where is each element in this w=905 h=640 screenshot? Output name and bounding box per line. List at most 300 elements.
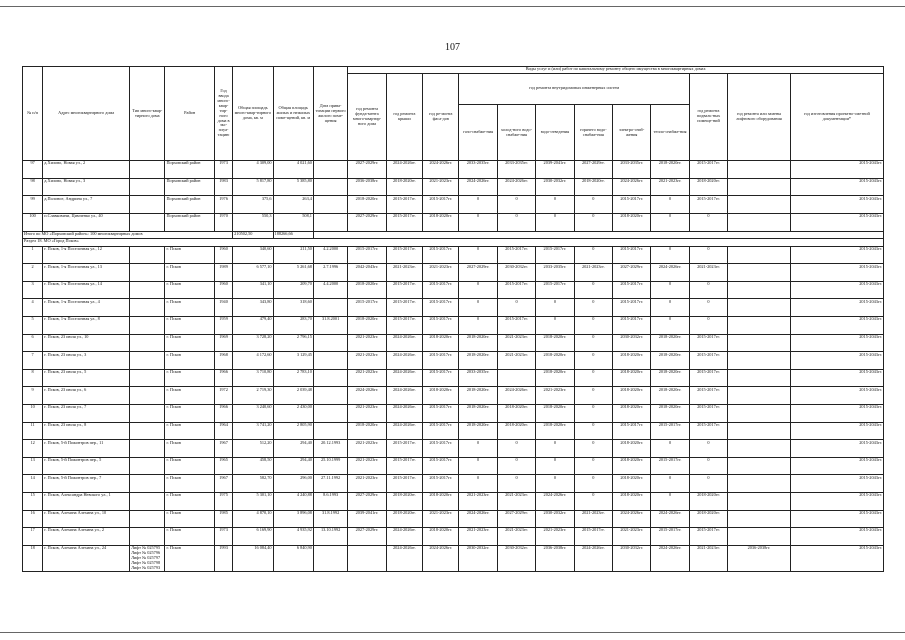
col-header-design: год изготовления проектно-сметной документации*: [790, 73, 883, 161]
cell-district: г. Псков: [165, 440, 215, 458]
col-header-area-total: Общая площадь много-квар-тирного дома, кв. м: [233, 67, 273, 161]
cell-elec: 2018-2020гг.: [613, 369, 651, 387]
cell-cold: 2024-2026гг.: [497, 178, 535, 196]
cell-heat: 2018-2020гг.: [651, 405, 689, 423]
cell-roof: 2015-2017гг.: [386, 281, 422, 299]
cell-n: 16: [23, 510, 43, 528]
cell-facade: 2018-2020гг.: [423, 387, 459, 405]
cell-lift: [728, 246, 791, 264]
subtotal-empty: [313, 231, 883, 239]
cell-cold: 0: [497, 440, 535, 458]
subtotal-label: Итого по МО «Порховский район»: 100 многоквартирных домов: [23, 231, 233, 239]
cell-n: 5: [23, 317, 43, 335]
cell-facade: 2015-2017гг.: [423, 281, 459, 299]
cell-n: 4: [23, 299, 43, 317]
cell-basement: 2015-2017гг.: [689, 334, 727, 352]
cell-fund: 2015-2017гг.: [348, 246, 386, 264]
cell-address: г. Псков, 1-я Поселочная ул., 4: [43, 299, 130, 317]
cell-fund: 2042-2043гг.: [348, 264, 386, 282]
cell-fund: 2036-2038гг.: [348, 178, 386, 196]
cell-cold: 2021-2023гг.: [497, 528, 535, 546]
cell-area-living: 6 840,90: [273, 545, 313, 571]
cell-roof: 2024-2026гг.: [386, 405, 422, 423]
cell-n: 7: [23, 352, 43, 370]
cell-area-living: 4 021,60: [273, 161, 313, 179]
col-header-basement: год ремонта подваль-ных помеще-ний: [689, 73, 727, 161]
cell-facade: 2024-2026гг.: [423, 545, 459, 571]
col-header-cold: холод-ного водо-снабже-ния: [497, 105, 535, 161]
cell-elec: 2024-2026гг.: [613, 178, 651, 196]
cell-heat: 2018-2020гг.: [651, 352, 689, 370]
cell-hot: 0: [574, 369, 612, 387]
cell-elec: 2018-2020гг.: [613, 475, 651, 493]
cell-elec: 2033-2035гг.: [613, 161, 651, 179]
cell-fund: [348, 545, 386, 571]
cell-address: г. Псков, Алехина Алехина ул., 24: [43, 545, 130, 571]
cell-fund: 2018-2020гг.: [348, 422, 386, 440]
cell-facade: 2015-2017гг.: [423, 317, 459, 335]
cell-area-total: 512,20: [233, 440, 273, 458]
cell-hot: 0: [574, 493, 612, 511]
cell-date: [313, 213, 347, 231]
cell-cold: 0: [497, 213, 535, 231]
cell-area-total: 479,40: [233, 317, 273, 335]
cell-address: д.Хилово, Новая ул., 2: [43, 161, 130, 179]
cell-district: г. Псков: [165, 281, 215, 299]
cell-n: 14: [23, 475, 43, 493]
cell-area-total: 6 169,90: [233, 528, 273, 546]
cell-heat: 2024-2026гг.: [651, 510, 689, 528]
cell-n: 3: [23, 281, 43, 299]
pskov-row: [23, 369, 884, 387]
cell-facade: 2018-2020гг.: [423, 528, 459, 546]
cell-year: 1975: [214, 493, 232, 511]
cell-year: 1960: [214, 281, 232, 299]
cell-area-total: 5 817,80: [233, 178, 273, 196]
cell-area-living: 2 783,10: [273, 369, 313, 387]
cell-gas: 2030-2032гг.: [459, 545, 497, 571]
cell-area-total: 458,50: [233, 457, 273, 475]
cell-date: [313, 545, 347, 571]
col-header-area-living: Общая площадь жилых и нежилых поме-щений, кв. м: [273, 67, 313, 161]
cell-n: 2: [23, 264, 43, 282]
pskov-row: [23, 475, 884, 493]
cell-lift: [728, 213, 791, 231]
cell-sewer: 2021-2023гг.: [536, 528, 574, 546]
cell-design: 2015-2043гг.: [790, 387, 883, 405]
cell-date: 4.2.2000: [313, 246, 347, 264]
cell-type: [130, 317, 165, 335]
cell-lift: [728, 264, 791, 282]
cell-sewer: 2018-2020гг.: [536, 334, 574, 352]
cell-area-living: 294,40: [273, 440, 313, 458]
cell-area-total: 582,70: [233, 475, 273, 493]
cell-area-living: 211,50: [273, 246, 313, 264]
cell-elec: 2018-2020гг.: [613, 352, 651, 370]
porkhov-row: [23, 213, 884, 231]
cell-heat: 0: [651, 281, 689, 299]
cell-cold: [497, 369, 535, 387]
cell-heat: 2015-2017гг.: [651, 422, 689, 440]
cell-year: 1967: [214, 475, 232, 493]
housing-register-table: [22, 66, 884, 572]
cell-gas: 2033-2035гг.: [459, 369, 497, 387]
pskov-row: [23, 317, 884, 335]
cell-area-total: 343,80: [233, 299, 273, 317]
col-header-works-group: Виды услуг и (или) работ по капитальному ремонту общего имущества в многоквартирных домах: [348, 67, 884, 74]
cell-type: [130, 369, 165, 387]
cell-lift: [728, 510, 791, 528]
cell-facade: 2015-2017гг.: [423, 457, 459, 475]
cell-roof: 2015-2017гг.: [386, 299, 422, 317]
cell-year: 1959: [214, 317, 232, 335]
cell-heat: 0: [651, 493, 689, 511]
col-header-elec: электро-снаб-жения: [613, 105, 651, 161]
cell-fund: 2024-2026гг.: [348, 387, 386, 405]
cell-gas: 0: [459, 440, 497, 458]
col-header-roof: год ремонта крыши: [386, 73, 422, 161]
scan-edge-top: [0, 6, 905, 7]
cell-hot: 2024-2026гг.: [574, 545, 612, 571]
cell-elec: 2018-2020гг.: [613, 493, 651, 511]
cell-address: г. Псков, 5-й Пожонтров пер., 7: [43, 475, 130, 493]
cell-sewer: 0: [536, 457, 574, 475]
cell-area-total: 6 577,10: [233, 264, 273, 282]
cell-area-total: 3 240,60: [233, 405, 273, 423]
cell-sewer: 2015-2017гг.: [536, 246, 574, 264]
cell-basement: 0: [689, 440, 727, 458]
cell-district: г. Псков: [165, 334, 215, 352]
cell-year: 1993: [214, 545, 232, 571]
cell-address: п.Славковичи, Цимченко ул., 40: [43, 213, 130, 231]
cell-roof: 2015-2017гг.: [386, 246, 422, 264]
cell-area-living: 263,4: [273, 196, 313, 214]
cell-year: 1968: [214, 352, 232, 370]
cell-district: Порховский район: [165, 196, 215, 214]
cell-district: г. Псков: [165, 475, 215, 493]
cell-district: г. Псков: [165, 405, 215, 423]
cell-address: г. Псков, 5-й Пожонтров пер., 5: [43, 457, 130, 475]
cell-area-living: 2 430,00: [273, 405, 313, 423]
cell-year: 1940: [214, 299, 232, 317]
cell-roof: 2024-2026гг.: [386, 369, 422, 387]
cell-design: 2015-2043гг.: [790, 299, 883, 317]
cell-district: г. Псков: [165, 299, 215, 317]
cell-lift: [728, 422, 791, 440]
cell-sewer: 2030-2032гг.: [536, 510, 574, 528]
cell-area-total: 4 870,10: [233, 510, 273, 528]
cell-lift: [728, 457, 791, 475]
subtotal-area-living: 188266,66: [273, 231, 313, 239]
cell-elec: 2018-2020гг.: [613, 457, 651, 475]
cell-address: г. Псков, 23 июля ул., 10: [43, 334, 130, 352]
cell-heat: 2021-2023гг.: [651, 178, 689, 196]
cell-fund: 2027-2029гг.: [348, 161, 386, 179]
cell-n: 10: [23, 405, 43, 423]
cell-cold: 2021-2023гг.: [497, 493, 535, 511]
cell-sewer: 2018-2020гг.: [536, 352, 574, 370]
cell-n: 17: [23, 528, 43, 546]
cell-heat: 0: [651, 196, 689, 214]
cell-design: 2015-2043гг.: [790, 475, 883, 493]
cell-address: г. Псков, 1-я Поселочная ул., 13: [43, 264, 130, 282]
cell-design: 2015-2043гг.: [790, 317, 883, 335]
cell-year: 1966: [214, 405, 232, 423]
cell-sewer: 2015-2017гг.: [536, 281, 574, 299]
cell-cold: 2030-2032гг.: [497, 264, 535, 282]
cell-fund: 2027-2029гг.: [348, 493, 386, 511]
pskov-row: [23, 352, 884, 370]
cell-hot: 2015-2017гг.: [574, 528, 612, 546]
cell-type: [130, 246, 165, 264]
cell-date: [313, 334, 347, 352]
cell-roof: 2024-2026гг.: [386, 545, 422, 571]
cell-type: [130, 457, 165, 475]
cell-date: 13.10.1992: [313, 528, 347, 546]
cell-area-total: 3 710,80: [233, 369, 273, 387]
cell-sewer: 0: [536, 440, 574, 458]
cell-type: [130, 352, 165, 370]
cell-gas: 2024-2026гг.: [459, 178, 497, 196]
cell-design: 2015-2043гг.: [790, 457, 883, 475]
cell-address: г. Псков, Алехина Алехина ул., 2: [43, 528, 130, 546]
cell-roof: 2015-2017гг.: [386, 440, 422, 458]
cell-area-total: 4 172,60: [233, 352, 273, 370]
cell-lift: [728, 334, 791, 352]
cell-fund: 2027-2029гг.: [348, 213, 386, 231]
cell-facade: 2015-2017гг.: [423, 440, 459, 458]
cell-date: [313, 369, 347, 387]
cell-district: г. Псков: [165, 493, 215, 511]
cell-hot: 0: [574, 387, 612, 405]
cell-hot: 2018-2020гг.: [574, 178, 612, 196]
cell-lift: [728, 405, 791, 423]
cell-district: г. Псков: [165, 369, 215, 387]
cell-address: г. Псков, 23 июля ул., 6: [43, 387, 130, 405]
cell-facade: 2018-2020гг.: [423, 213, 459, 231]
cell-lift: [728, 196, 791, 214]
cell-elec: 2015-2017гг.: [613, 281, 651, 299]
cell-fund: 2027-2029гг.: [348, 528, 386, 546]
cell-basement: 0: [689, 317, 727, 335]
cell-roof: 2018-2020гг.: [386, 178, 422, 196]
cell-facade: 2015-2017гг.: [423, 475, 459, 493]
cell-sewer: 2033-2035гг.: [536, 264, 574, 282]
cell-lift: [728, 387, 791, 405]
cell-area-living: 5 385,80: [273, 178, 313, 196]
cell-cold: 2018-2020гг.: [497, 422, 535, 440]
cell-area-total: 375,6: [233, 196, 273, 214]
cell-facade: 2021-2023гг.: [423, 510, 459, 528]
cell-cold: 2033-2035гг.: [497, 161, 535, 179]
cell-area-total: 16 084,40: [233, 545, 273, 571]
cell-heat: 0: [651, 246, 689, 264]
cell-facade: 2015-2017гг.: [423, 422, 459, 440]
cell-facade: 2021-2023гг.: [423, 264, 459, 282]
cell-hot: 0: [574, 422, 612, 440]
pskov-row: [23, 405, 884, 423]
cell-hot: 0: [574, 352, 612, 370]
cell-area-total: 340,60: [233, 246, 273, 264]
col-header-address: Адрес многоквартирного дома: [43, 67, 130, 161]
cell-design: 2015-2043гг.: [790, 352, 883, 370]
cell-elec: 2018-2020гг.: [613, 405, 651, 423]
cell-heat: 0: [651, 299, 689, 317]
pskov-row: [23, 246, 884, 264]
cell-year: 1960: [214, 246, 232, 264]
cell-n: 97: [23, 161, 43, 179]
cell-address: г. Псков, Алехина Алехина ул., 10: [43, 510, 130, 528]
cell-area-living: 2 039,48: [273, 387, 313, 405]
cell-facade: 2021-2023гг.: [423, 178, 459, 196]
col-header-systems-group: год ремонта внутридомовых инженерных систем: [459, 73, 689, 105]
cell-address: д.Полоное, Андрина ул., 7: [43, 196, 130, 214]
cell-heat: 2018-2020гг.: [651, 387, 689, 405]
cell-roof: 2015-2017гг.: [386, 213, 422, 231]
col-header-fund: год ремонта фунда-мента много-квартир-ного дома: [348, 73, 386, 161]
cell-design: 2015-2043гг.: [790, 178, 883, 196]
cell-basement: 2015-2017гг.: [689, 422, 727, 440]
cell-address: г. Псков, 23 июля ул., 8: [43, 422, 130, 440]
cell-area-total: 550,3: [233, 213, 273, 231]
cell-elec: 2027-2029гг.: [613, 264, 651, 282]
cell-area-living: 508,1: [273, 213, 313, 231]
cell-cold: 0: [497, 457, 535, 475]
cell-lift: [728, 161, 791, 179]
cell-area-total: 3 741,20: [233, 422, 273, 440]
cell-facade: 2018-2020гг.: [423, 334, 459, 352]
cell-type: [130, 334, 165, 352]
cell-n: 9: [23, 387, 43, 405]
cell-sewer: 0: [536, 299, 574, 317]
cell-basement: 2015-2017гг.: [689, 528, 727, 546]
cell-date: [313, 387, 347, 405]
cell-n: 100: [23, 213, 43, 231]
cell-lift: [728, 475, 791, 493]
cell-design: 2015-2043гг.: [790, 422, 883, 440]
cell-year: 1965: [214, 457, 232, 475]
cell-area-living: 2 796,15: [273, 334, 313, 352]
cell-area-living: 294,40: [273, 457, 313, 475]
cell-type: [130, 422, 165, 440]
cell-district: г. Псков: [165, 545, 215, 571]
cell-type: [130, 528, 165, 546]
cell-design: 2015-2043гг.: [790, 264, 883, 282]
cell-year: 1989: [214, 264, 232, 282]
cell-date: [313, 352, 347, 370]
cell-roof: 2015-2017гг.: [386, 475, 422, 493]
cell-hot: 2027-2029гг.: [574, 161, 612, 179]
cell-type: [130, 475, 165, 493]
cell-area-living: 283,70: [273, 317, 313, 335]
cell-n: 18: [23, 545, 43, 571]
cell-basement: 0: [689, 246, 727, 264]
cell-sewer: 2036-2038гг.: [536, 545, 574, 571]
cell-elec: 2015-2017гг.: [613, 299, 651, 317]
cell-cold: 2015-2017гг.: [497, 317, 535, 335]
cell-area-living: 3 896,08: [273, 510, 313, 528]
cell-cold: 2021-2023гг.: [497, 352, 535, 370]
cell-basement: 2015-2017гг.: [689, 196, 727, 214]
cell-date: [313, 161, 347, 179]
cell-year: 1967: [214, 440, 232, 458]
cell-roof: 2015-2017гг.: [386, 457, 422, 475]
cell-date: 27.11.1992: [313, 475, 347, 493]
col-header-n: № п/п: [23, 67, 43, 161]
cell-design: 2015-2043гг.: [790, 369, 883, 387]
cell-design: 2015-2043гг.: [790, 440, 883, 458]
cell-design: 2015-2043гг.: [790, 161, 883, 179]
cell-design: 2015-2043гг.: [790, 405, 883, 423]
pskov-row: [23, 528, 884, 546]
cell-type: [130, 405, 165, 423]
cell-basement: 0: [689, 213, 727, 231]
cell-sewer: 0: [536, 475, 574, 493]
col-header-year: Год ввода много-квар-тир-ного дома в экс-плуа-тацию: [214, 67, 232, 161]
cell-basement: 2021-2023гг.: [689, 545, 727, 571]
col-header-heat: тепло-снабже-ния: [651, 105, 689, 161]
cell-fund: 2039-2041гг.: [348, 510, 386, 528]
cell-facade: 2015-2017гг.: [423, 352, 459, 370]
cell-design: 2015-2043гг.: [790, 493, 883, 511]
cell-cold: 2015-2017гг.: [497, 281, 535, 299]
cell-fund: 2021-2023гг.: [348, 369, 386, 387]
cell-basement: 2018-2020гг.: [689, 178, 727, 196]
cell-address: г. Псков, 1-я Поселочная ул., 8: [43, 317, 130, 335]
cell-date: [313, 178, 347, 196]
cell-area-living: 4 935,92: [273, 528, 313, 546]
pskov-row: [23, 510, 884, 528]
cell-fund: 2021-2023гг.: [348, 334, 386, 352]
cell-year: 1969: [214, 334, 232, 352]
col-header-district: Район: [165, 67, 215, 161]
cell-gas: 0: [459, 299, 497, 317]
cell-sewer: 2018-2020гг.: [536, 422, 574, 440]
cell-facade: 2015-2017гг.: [423, 246, 459, 264]
cell-facade: 2015-2017гг.: [423, 196, 459, 214]
pskov-row: [23, 422, 884, 440]
cell-lift: [728, 493, 791, 511]
cell-hot: 0: [574, 475, 612, 493]
cell-lift: [728, 528, 791, 546]
cell-address: г. Псков, 1-я Поселочная ул., 12: [43, 246, 130, 264]
cell-heat: 2024-2026гг.: [651, 545, 689, 571]
cell-fund: 2021-2023гг.: [348, 457, 386, 475]
cell-area-living: 5 261,68: [273, 264, 313, 282]
cell-date: [313, 422, 347, 440]
cell-date: 20.12.1993: [313, 440, 347, 458]
cell-design: 2015-2043гг.: [790, 246, 883, 264]
cell-basement: 2015-2017гг.: [689, 352, 727, 370]
cell-design: 2015-2043гг.: [790, 281, 883, 299]
porkhov-row: [23, 161, 884, 179]
cell-district: г. Псков: [165, 422, 215, 440]
porkhov-row: [23, 178, 884, 196]
cell-district: г. Псков: [165, 352, 215, 370]
cell-basement: 0: [689, 457, 727, 475]
cell-district: г. Псков: [165, 457, 215, 475]
cell-elec: 2024-2026гг.: [613, 510, 651, 528]
pskov-row: [23, 281, 884, 299]
cell-facade: 2015-2017гг.: [423, 369, 459, 387]
cell-n: 8: [23, 369, 43, 387]
pskov-row: [23, 493, 884, 511]
cell-district: г. Псков: [165, 510, 215, 528]
cell-year: 1966: [214, 369, 232, 387]
cell-type: [130, 161, 165, 179]
cell-fund: 2018-2020гг.: [348, 317, 386, 335]
cell-area-total: 5 301,10: [233, 493, 273, 511]
